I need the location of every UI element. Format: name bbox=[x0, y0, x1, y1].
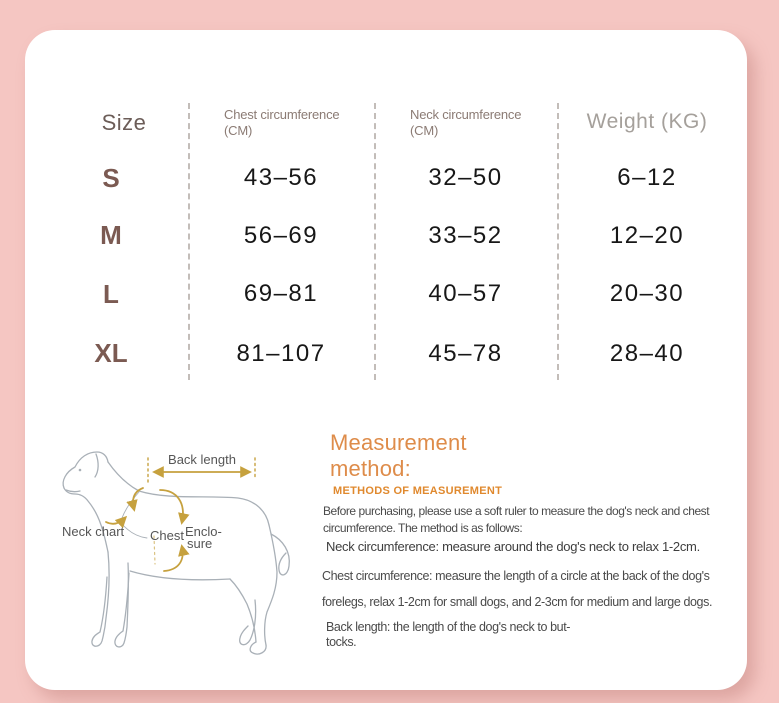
neck-column-header bbox=[374, 100, 557, 148]
chest-measure-arrow-upper bbox=[160, 490, 183, 522]
neck-measure-arrow-lower bbox=[106, 518, 125, 524]
neck-value-m: 33–52 bbox=[428, 221, 503, 249]
size-label-m: M bbox=[100, 220, 122, 250]
back-length-label: Back length bbox=[168, 452, 236, 467]
back-length-instruction-line1: Back length: the length of the dog's neck to but- bbox=[326, 620, 571, 634]
neck-value-xl: 45–78 bbox=[428, 339, 503, 367]
size-label-l: L bbox=[103, 278, 119, 309]
neck-value-l: 40–57 bbox=[428, 280, 503, 307]
dog-illustration bbox=[40, 430, 320, 680]
size-label-s: S bbox=[102, 162, 120, 193]
neck-label: Neck chart bbox=[62, 524, 125, 539]
table-divider-2 bbox=[374, 103, 376, 380]
table-divider-1 bbox=[188, 103, 190, 380]
weight-value-xl: 28–40 bbox=[609, 339, 685, 367]
size-table bbox=[60, 100, 737, 382]
weight-value-m: 12–20 bbox=[609, 221, 685, 249]
chest-instruction-line1: Chest circumference: measure the length of a circle at the back of the dog's bbox=[322, 569, 710, 583]
intro-text-line2: circumference. The method is as follows: bbox=[323, 521, 523, 535]
chest-header-line1: Chest circumference bbox=[224, 107, 340, 122]
neck-instruction-text: Neck circumference: measure around the dog's neck to relax 1-2cm. bbox=[326, 539, 700, 554]
chest-header-line2: (CM) bbox=[224, 122, 253, 138]
chest-value-m: 56–69 bbox=[243, 221, 319, 249]
chest-label: Chest bbox=[150, 528, 184, 543]
content-card bbox=[25, 30, 747, 690]
chest-value-xl: 81–107 bbox=[236, 339, 326, 367]
intro-text-line1: Before purchasing, please use a soft ruler to measure the dog's neck and chest bbox=[323, 504, 710, 518]
chest-instruction-line2: forelegs, relax 1-2cm for small dogs, and 2-3cm for medium and large dogs. bbox=[322, 595, 713, 609]
enclosure-label-line1: Enclo- bbox=[185, 524, 222, 539]
weight-value-l: 20–30 bbox=[609, 280, 685, 307]
chest-value-l: 69–81 bbox=[243, 280, 319, 307]
back-length-instruction-line2: tocks. bbox=[326, 635, 357, 649]
size-column-title: Size bbox=[101, 110, 147, 135]
neck-value-s: 32–50 bbox=[428, 164, 503, 191]
chest-value-s: 43–56 bbox=[243, 164, 319, 191]
size-label-xl: XL bbox=[94, 338, 128, 368]
weight-column-header: Weight (KG) bbox=[586, 110, 708, 133]
neck-header-line1: Neck circumference bbox=[410, 107, 522, 122]
enclosure-label-line2: sure bbox=[187, 536, 213, 551]
weight-value-s: 6–12 bbox=[617, 164, 677, 191]
chest-column-header bbox=[188, 100, 374, 148]
measurement-method-subtitle: METHODS OF MEASUREMENT bbox=[333, 485, 503, 497]
measuring-arrows bbox=[106, 458, 255, 571]
dog-measurement-diagram bbox=[40, 430, 320, 680]
dog-outline bbox=[63, 452, 289, 654]
neck-header-line2: (CM) bbox=[410, 122, 439, 138]
table-divider-3 bbox=[557, 103, 559, 380]
chest-measure-arrow-lower bbox=[164, 547, 183, 571]
measurement-method-title: Measurement method: bbox=[330, 430, 467, 481]
